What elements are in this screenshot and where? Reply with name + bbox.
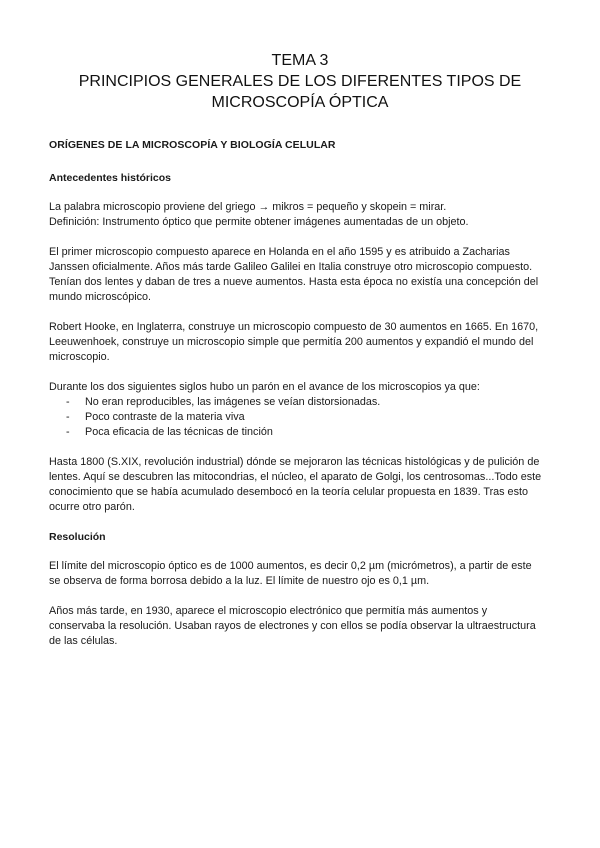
document-body [49, 138, 564, 664]
text-line: Hasta 1800 (S.XIX, revolución industrial) dónde se mejoraron las técnicas histológicas y de pulición de [49, 456, 540, 468]
text-line: Durante los dos siguientes siglos hubo un parón en el avance de los microscopios ya que: [49, 381, 480, 393]
paragraph-primer-microscopio [49, 245, 564, 305]
text-line: Definición: Instrumento óptico que permite obtener imágenes aumentadas de un objeto. [49, 216, 469, 228]
text-line: El primer microscopio compuesto aparece en Holanda en el año 1595 y es atribuido a Zacharias [49, 246, 510, 258]
text-line: se observa de forma borrosa debido a la luz. El límite de nuestro ojo es 0,1 µm. [49, 575, 430, 587]
text-line: Años más tarde, en 1930, aparece el microscopio electrónico que permitía más aumentos y [49, 605, 488, 617]
text-line: conservaba la resolución. Usaban rayos de electrones y con ellos se podía observar la ultraestructura [49, 620, 536, 632]
list-item-text: Poca eficacia de las técnicas de tinción [85, 426, 273, 438]
paragraph-paron [49, 380, 564, 395]
text-line: microscopio. [49, 351, 110, 363]
paragraph-siglo-xix [49, 455, 564, 515]
text-line: El límite del microscopio óptico es de 1000 aumentos, es decir 0,2 µm (micrómetros), a partir de este [49, 560, 532, 572]
text-line: Tenían dos lentes y daban de tres a nueve aumentos. Hasta esta época no existía una concepción del [49, 276, 539, 288]
title-line-3: MICROSCOPÍA ÓPTICA [211, 94, 389, 111]
subheading-resolucion: Resolución [49, 531, 106, 543]
subheading-antecedentes: Antecedentes históricos [49, 172, 171, 184]
document-title [0, 50, 600, 113]
bullet-dash: - [66, 411, 70, 423]
paragraph-limite [49, 559, 564, 589]
text-line: de las células. [49, 635, 118, 647]
list-item [49, 410, 564, 425]
text-line: conocimiento que se había acumulado desembocó en la teoría celular propuesta en 1839. Tras esto [49, 486, 528, 498]
title-line-2: PRINCIPIOS GENERALES DE LOS DIFERENTES TIPOS DE [78, 73, 522, 90]
bullet-dash: - [66, 426, 70, 438]
text-line: Janssen oficialmente. Años más tarde Galileo Galilei en Italia construye otro microscopio compuesto. [49, 261, 533, 273]
list-item [49, 395, 564, 410]
text-line: ocurre otro parón. [49, 501, 135, 513]
text-line: mundo microscópico. [49, 291, 152, 303]
section-heading: ORÍGENES DE LA MICROSCOPÍA Y BIOLOGÍA CELULAR [49, 139, 336, 151]
text-line: lentes. Aquí se descubren las mitocondrias, el núcleo, el aparato de Golgi, los centrosomas...Todo este [49, 471, 542, 483]
bullet-dash: - [66, 396, 70, 408]
paragraph-definicion [49, 200, 564, 230]
text-line: Leeuwenhoek, construye un microscopio simple que permitía 200 aumentos y expandió el mundo del [49, 336, 534, 348]
paragraph-hooke [49, 320, 564, 365]
text-line: Robert Hooke, en Inglaterra, construye un microscopio compuesto de 30 aumentos en 1665. En 1670, [49, 321, 539, 333]
title-line-1: TEMA 3 [271, 52, 329, 69]
list-item-text: Poco contraste de la materia viva [85, 411, 245, 423]
list-item-text: No eran reproducibles, las imágenes se veían distorsionadas. [85, 396, 381, 408]
list-item [49, 425, 564, 440]
text-line: La palabra microscopio proviene del griego → mikros = pequeño y skopein = mirar. [49, 201, 447, 213]
paragraph-electronico [49, 604, 564, 649]
bullet-list [49, 395, 564, 440]
